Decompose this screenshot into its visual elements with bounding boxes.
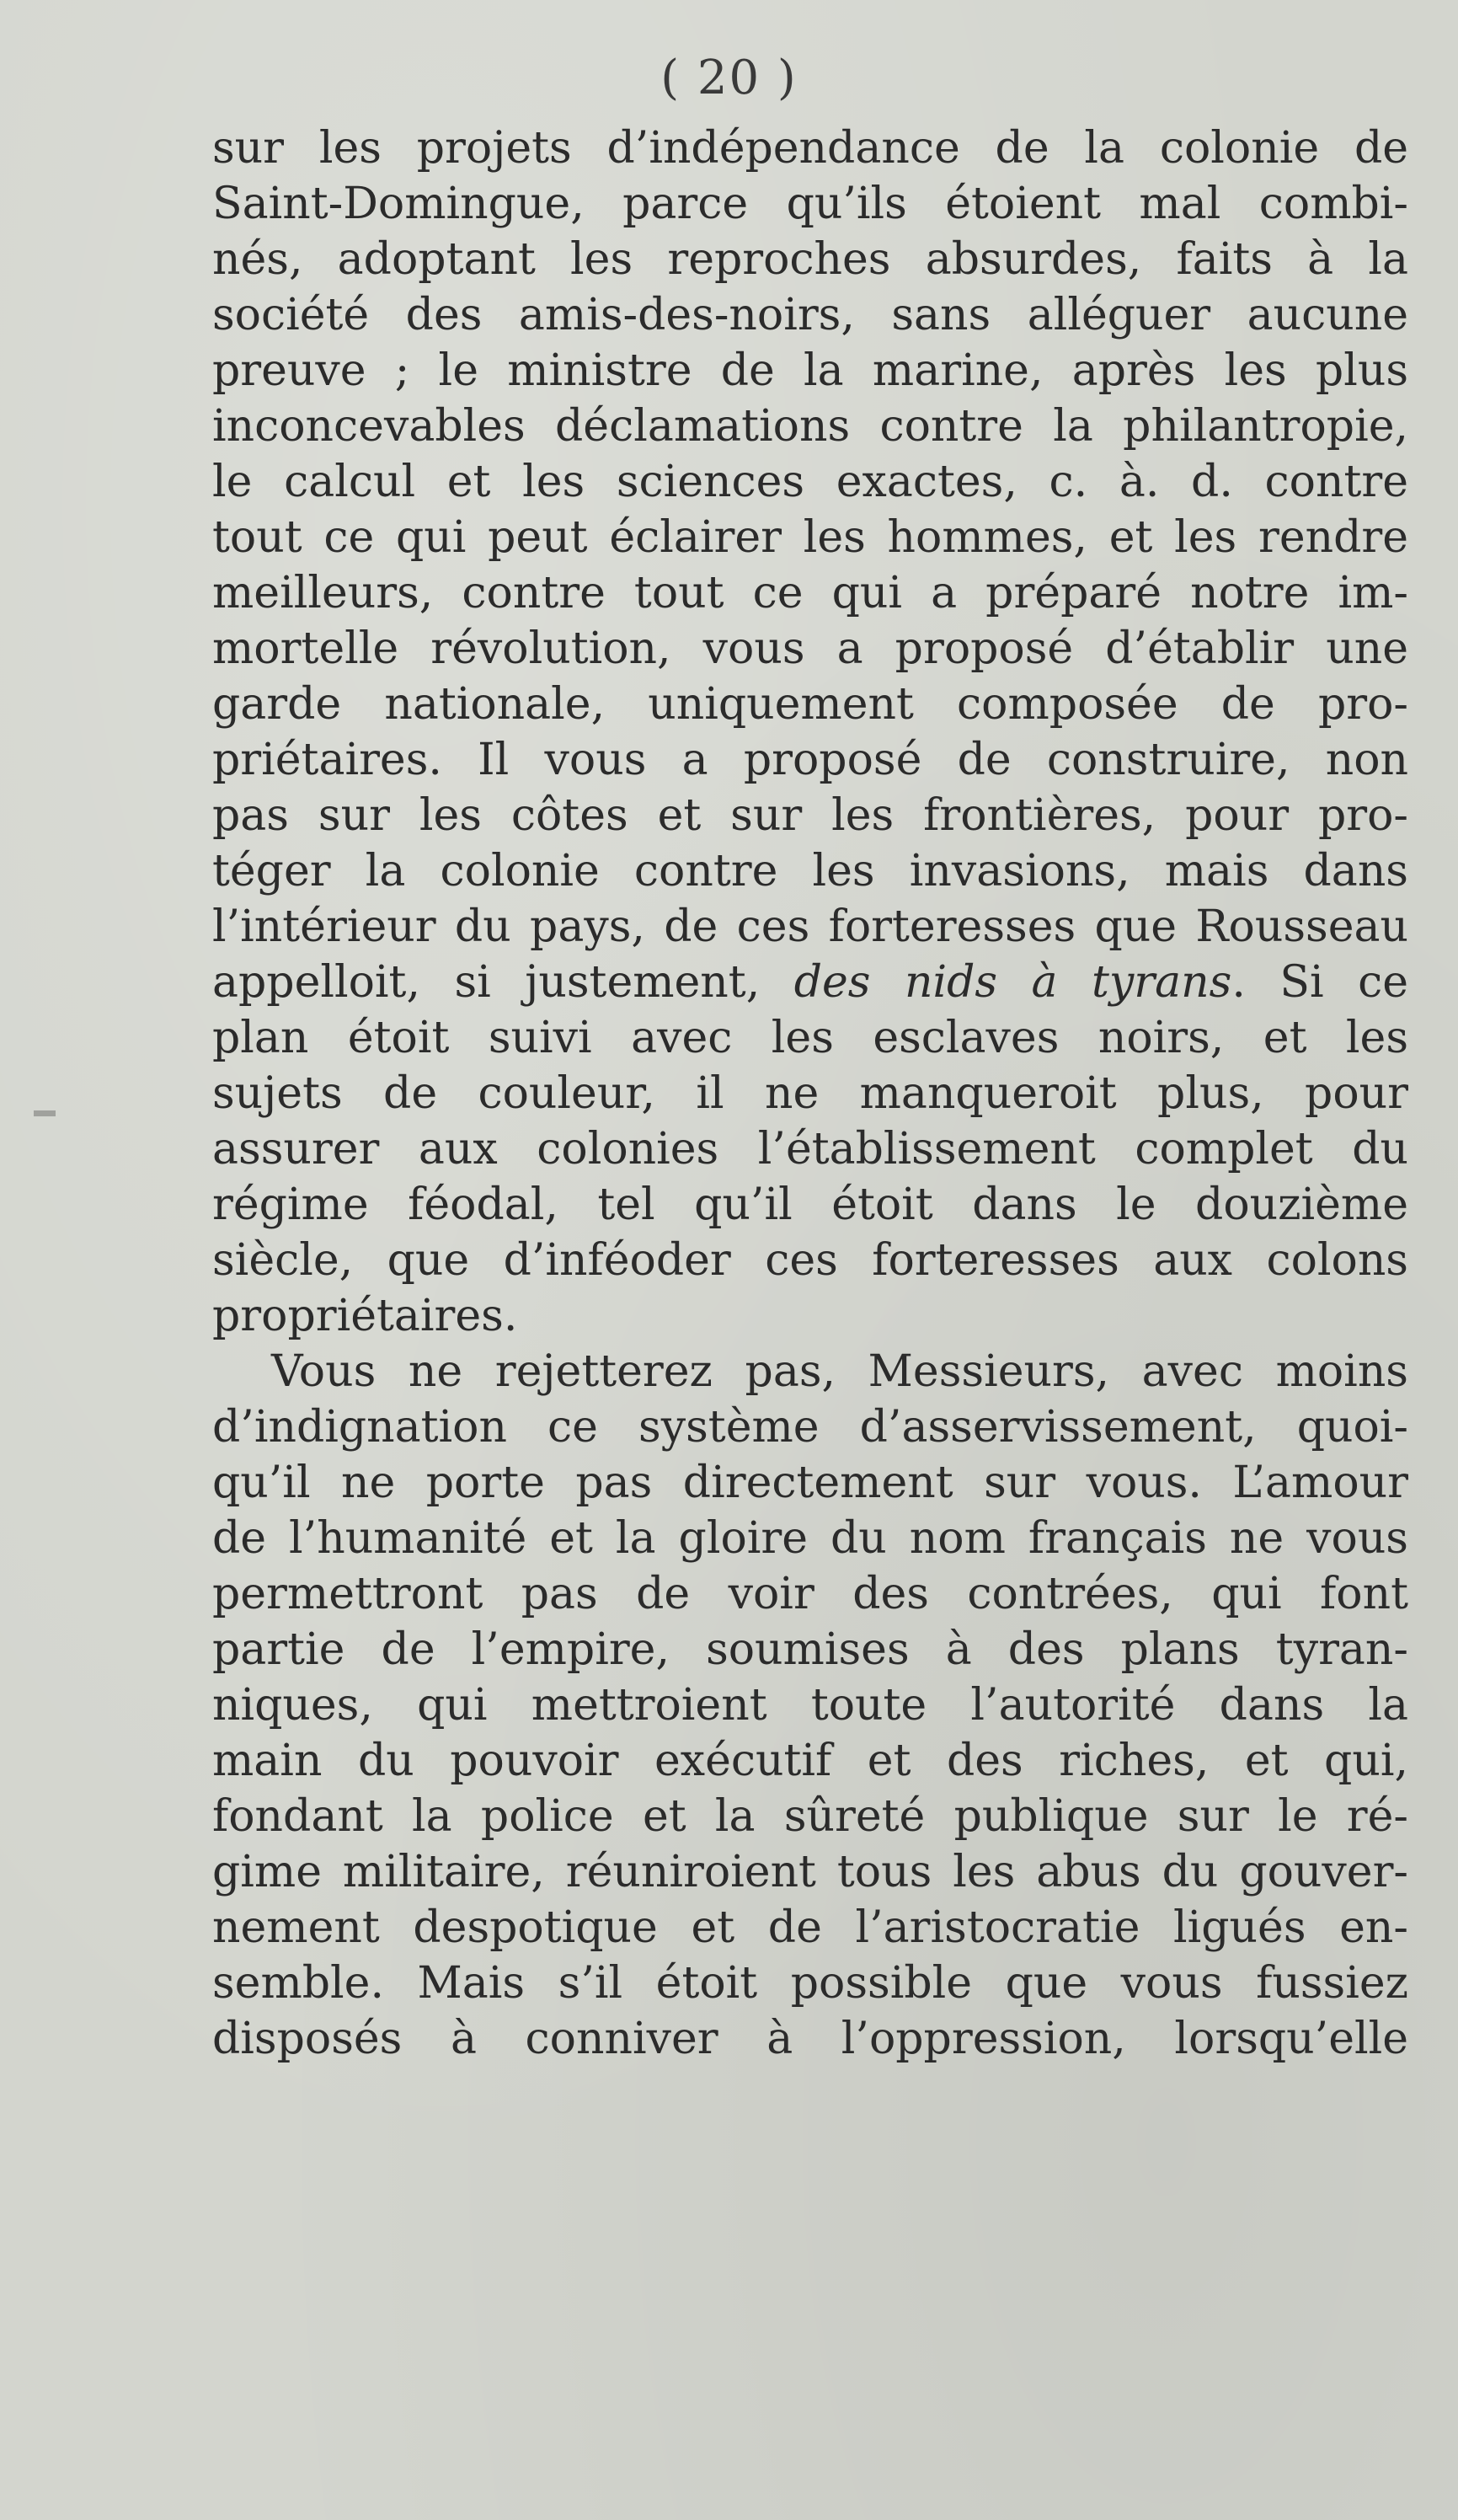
text-line: téger la colonie contre les invasions, mais dans [212,846,1408,896]
text-line: disposés à conniver à l’oppression, lorsqu’elle [212,2014,1408,2064]
text-line: société des amis-des-noirs, sans alléguer aucune [212,290,1408,340]
text-line: le calcul et les sciences exactes, c. à. d. contre [212,457,1408,507]
text-line: semble. Mais s’il étoit possible que vous fussiez [212,1958,1408,2009]
text-line: nement despotique et de l’aristocratie ligués en- [212,1902,1408,1953]
text-line: preuve ; le ministre de la marine, après les plus [212,345,1408,396]
text-line: main du pouvoir exécutif et des riches, et qui, [212,1736,1408,1786]
text-line: permettront pas de voir des contrées, qui font [212,1569,1408,1619]
page-body-text [212,120,1408,2067]
text-line: gime militaire, réuniroient tous les abus du gouver- [212,1847,1408,1897]
margin-mark [34,1110,56,1116]
text-line: tout ce qui peut éclairer les hommes, et les rendre [212,512,1408,563]
text-line: inconcevables déclamations contre la philantropie, [212,401,1408,452]
text-line: propriétaires. [212,1291,518,1341]
text-line: qu’il ne porte pas directement sur vous. L’amour [212,1458,1408,1508]
text-line: mortelle révolution, vous a proposé d’établir une [212,623,1408,674]
text-line: Vous ne rejetterez pas, Messieurs, avec moins [271,1346,1408,1397]
italic-quote: des nids à tyrans [793,957,1232,1008]
text-line: garde nationale, uniquement composée de pro- [212,679,1408,730]
text-line: Saint-Domingue, parce qu’ils étoient mal combi- [212,179,1408,229]
text-line: meilleurs, contre tout ce qui a préparé notre im- [212,568,1408,618]
text-line: priétaires. Il vous a proposé de construire, non [212,735,1408,785]
text-line: plan étoit suivi avec les esclaves noirs, et les [212,1013,1408,1063]
text-line: partie de l’empire, soumises à des plans tyran- [212,1624,1408,1675]
paragraph-1 [212,120,1408,1344]
page-number: ( 20 ) [660,51,798,105]
text-line: sur les projets d’indépendance de la colonie de [212,123,1408,174]
text-line: assurer aux colonies l’établissement complet du [212,1124,1408,1174]
text-line: siècle, que d’inféoder ces forteresses aux colons [212,1235,1408,1286]
text-line: sujets de couleur, il ne manqueroit plus, pour [212,1068,1408,1119]
text-line: appelloit, si justement, des nids à tyrans. Si ce [212,957,1408,1008]
text-line: niques, qui mettroient toute l’autorité dans la [212,1680,1408,1731]
text-line: de l’humanité et la gloire du nom français ne vous [212,1513,1408,1564]
text-line: pas sur les côtes et sur les frontières, pour pro- [212,790,1408,841]
text-line: fondant la police et la sûreté publique sur le ré- [212,1791,1408,1842]
text-line: l’intérieur du pays, de ces forteresses que Rousseau [212,902,1408,952]
paragraph-2 [212,1344,1408,2067]
text-line: nés, adoptant les reproches absurdes, faits à la [212,234,1408,285]
text-line: d’indignation ce système d’asservissement, quoi- [212,1402,1408,1453]
text-line: régime féodal, tel qu’il étoit dans le douzième [212,1180,1408,1230]
